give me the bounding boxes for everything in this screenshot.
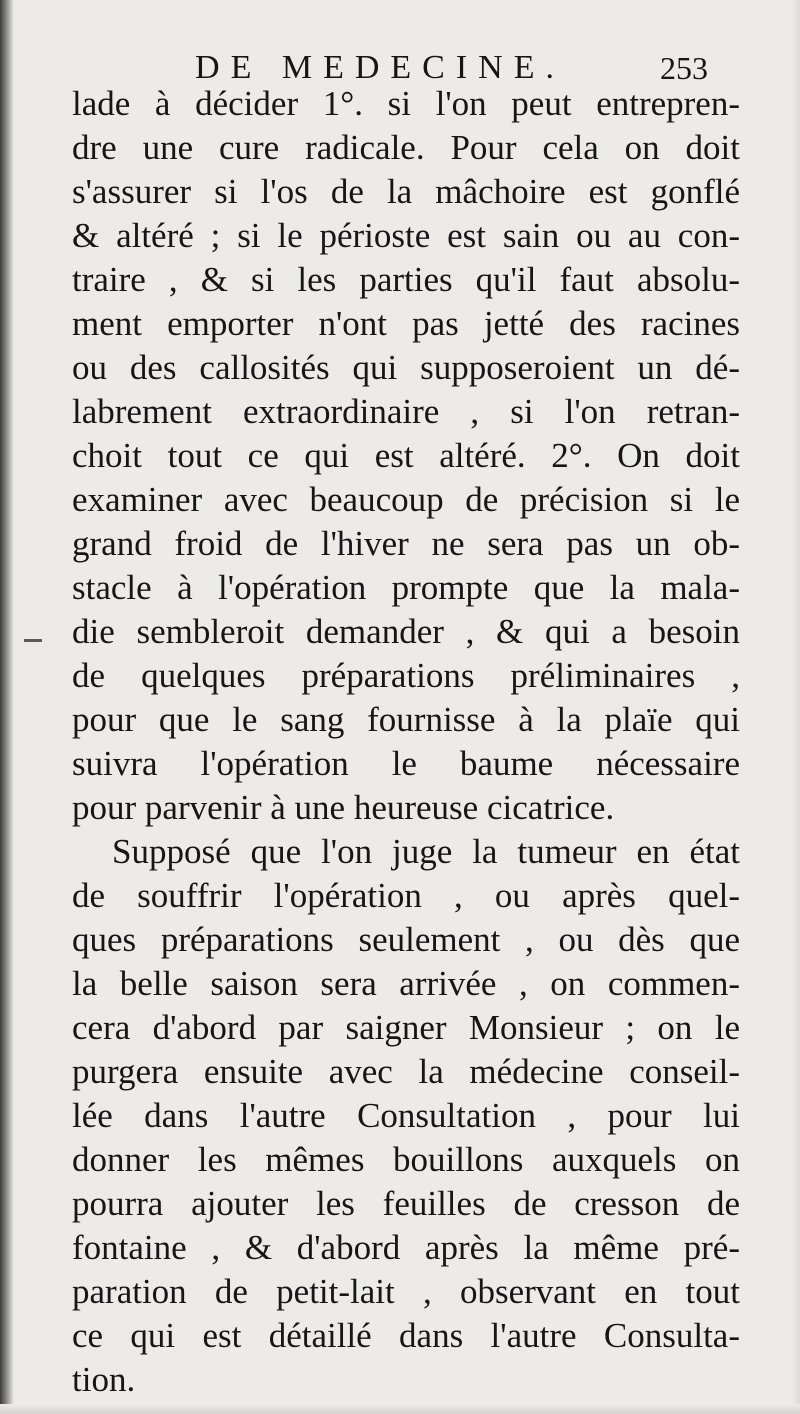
text-line: fontaine , & d'abord après la même pré- xyxy=(72,1228,740,1267)
text-line: die sembleroit demander , & qui a besoin xyxy=(72,612,740,651)
text-line: s'assurer si l'os de la mâchoire est gonflé xyxy=(72,172,740,211)
text-line: lade à décider 1°. si l'on peut entrepren- xyxy=(72,84,740,123)
page-gutter-shadow xyxy=(0,0,14,1414)
text-line: de quelques préparations préliminaires , xyxy=(72,656,740,695)
page-number: 253 xyxy=(660,50,708,86)
margin-mark xyxy=(24,639,42,642)
text-line: pour que le sang fournisse à la plaïe qui xyxy=(72,700,740,739)
text-line: donner les mêmes bouillons auxquels on xyxy=(72,1140,740,1179)
running-head-title: DE MEDECINE. xyxy=(195,49,565,86)
text-line: labrement extraordinaire , si l'on retran- xyxy=(72,392,740,431)
text-line: la belle saison sera arrivée , on commen- xyxy=(72,964,740,1003)
page-bottom-edge xyxy=(0,1404,800,1414)
body-text xyxy=(72,82,740,1402)
text-line: stacle à l'opération prompte que la mala- xyxy=(72,568,740,607)
text-line: purgera ensuite avec la médecine conseil- xyxy=(72,1052,740,1091)
page-right-edge xyxy=(792,0,800,1414)
text-line: ment emporter n'ont pas jetté des racines xyxy=(72,304,740,343)
text-line: cera d'abord par saigner Monsieur ; on le xyxy=(72,1008,740,1047)
paragraph xyxy=(72,82,740,830)
text-line: tion. xyxy=(72,1360,136,1399)
text-line: lée dans l'autre Consultation , pour lui xyxy=(72,1096,740,1135)
text-line: grand froid de l'hiver ne sera pas un ob- xyxy=(72,524,740,563)
text-line: ques préparations seulement , ou dès que xyxy=(72,920,740,959)
text-line: pourra ajouter les feuilles de cresson de xyxy=(72,1184,740,1223)
text-line: de souffrir l'opération , ou après quel- xyxy=(72,876,740,915)
text-line: choit tout ce qui est altéré. 2°. On doit xyxy=(72,436,740,475)
paragraph xyxy=(72,830,740,1402)
text-line: & altéré ; si le périoste est sain ou au con- xyxy=(72,216,740,255)
text-line: pour parvenir à une heureuse cicatrice. xyxy=(72,788,615,827)
text-line: Supposé que l'on juge la tumeur en état xyxy=(112,832,740,871)
text-line: ce qui est détaillé dans l'autre Consulta- xyxy=(72,1316,740,1355)
text-line: suivra l'opération le baume nécessaire xyxy=(72,744,740,783)
text-line: paration de petit-lait , observant en tout xyxy=(72,1272,740,1311)
text-line: examiner avec beaucoup de précision si le xyxy=(72,480,740,519)
text-line: ou des callosités qui supposeroient un dé- xyxy=(72,348,740,387)
text-line: dre une cure radicale. Pour cela on doit xyxy=(72,128,740,167)
text-line: traire , & si les parties qu'il faut absolu- xyxy=(72,260,740,299)
